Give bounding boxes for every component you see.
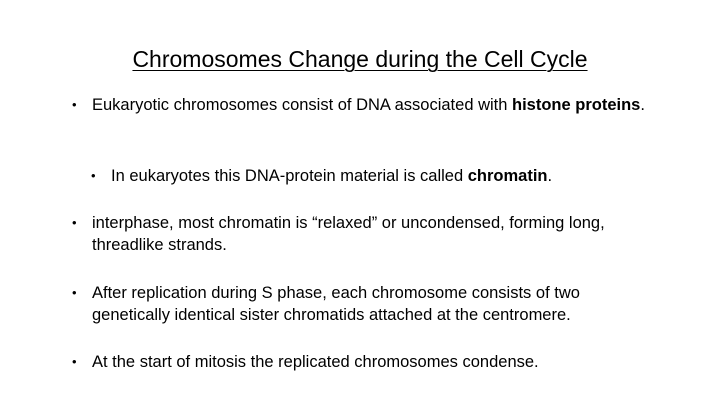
bullet-text-part: In eukaryotes this DNA-protein material is called <box>111 167 468 185</box>
bullet-text: interphase, most chromatin is “relaxed” or uncondensed, forming long, threadlike strands. <box>92 214 605 254</box>
bullet-bold-term: chromatin <box>467 167 548 185</box>
bullet-icon: • <box>72 215 77 230</box>
bullet-text <box>92 94 662 116</box>
bullet-icon: • <box>91 168 96 183</box>
sub-bullet-item-1 <box>91 165 651 187</box>
bullet-item-3 <box>72 282 662 326</box>
bullet-text-part: . <box>547 167 553 185</box>
bullet-item-4 <box>72 351 662 373</box>
slide-title <box>0 44 720 74</box>
bullet-bold-term: histone proteins <box>512 96 641 114</box>
bullet-icon: • <box>72 97 77 112</box>
slide-title-text: Chromosomes Change during the Cell Cycle <box>132 46 588 72</box>
bullet-icon: • <box>72 354 77 369</box>
bullet-item-2 <box>72 212 662 256</box>
bullet-item-1 <box>72 94 662 116</box>
bullet-text: At the start of mitosis the replicated chromosomes condense. <box>92 353 539 371</box>
bullet-text <box>111 165 651 187</box>
bullet-text-part: . <box>640 96 645 114</box>
bullet-text-part: Eukaryotic chromosomes consist of DNA associated with <box>92 96 513 114</box>
bullet-icon: • <box>72 285 77 300</box>
bullet-text: After replication during S phase, each chromosome consists of two genetically identical sister chromatids attached at the centromere. <box>92 284 580 324</box>
